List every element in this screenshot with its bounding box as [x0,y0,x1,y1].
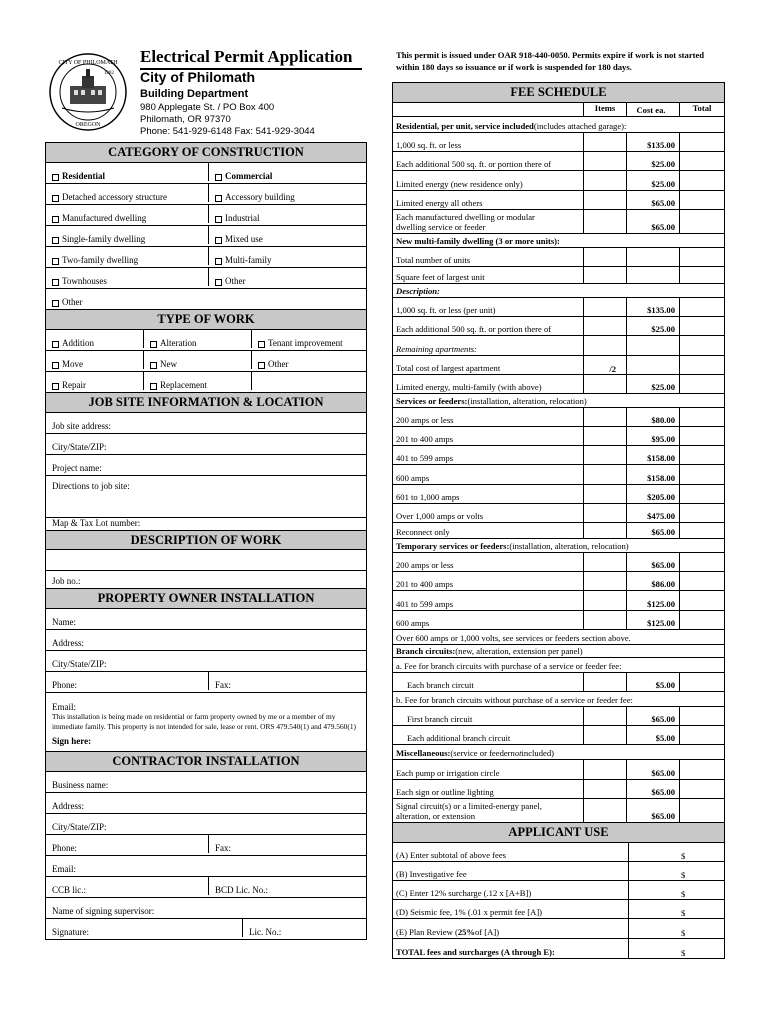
checkbox-icon [52,195,59,202]
cost-column-header: Cost ea. [626,103,679,116]
checkbox-icon [52,174,59,181]
checkbox-townhouses[interactable]: Townhouses [46,268,208,286]
checkbox-tenant-improvement[interactable]: Tenant improvement [251,330,366,348]
city-name: City of Philomath [140,69,256,85]
fee-row[interactable]: Limited energy (new residence only) $25.00 [393,171,724,190]
seal-top-text: CITY OF PHILOMATH [58,60,118,66]
fee-row[interactable]: Square feet of largest unit [393,267,724,284]
checkbox-icon [258,341,265,348]
checkbox-residential[interactable]: Residential [46,163,208,181]
contractor-city-field[interactable]: City/State/ZIP: [52,822,107,832]
fee-row[interactable]: Each manufactured dwelling or modular dwelling service or feeder $65.00 [393,210,724,234]
checkbox-icon [215,195,222,202]
fee-row[interactable]: Remaining apartments: [393,336,724,355]
checkbox-mixed-use[interactable]: Mixed use [208,226,366,244]
checkbox-icon [150,341,157,348]
checkbox-new[interactable]: New [143,351,251,369]
blank-cell [251,372,366,390]
branch-note-b: b. Fee for branch circuits without purchase of a service or feeder fee: [396,694,633,705]
fee-row[interactable]: Reconnect only $65.00 [393,523,724,539]
category-heading: CATEGORY OF CONSTRUCTION [46,143,366,163]
checkbox-icon [215,237,222,244]
owner-sign-field[interactable]: Sign here: [52,736,92,746]
left-column [45,142,367,940]
fee-row[interactable]: Limited energy all others $65.00 [393,191,724,210]
checkbox-icon [52,237,59,244]
total-column-header: Total [679,103,724,116]
temporary-heading: Temporary services or feeders: [396,541,510,551]
fee-row[interactable]: Limited energy, multi-family (with above) $25.00 [393,375,724,394]
applicant-row[interactable]: (C) Enter 12% surcharge (.12 x [A+B]) $ [393,881,724,900]
fee-schedule-table: FEE SCHEDULE Items Cost ea. Total Residential, per unit, service included (includes attached garage): 1,000 sq. ft. or less $135.00 Each additional 500 sq. ft. or portion there of $25.00 Limited energy (new residence only) $25.00 Limited energy all others $65.00 Each manufactured dwelling or modular dwelling service or feeder $65.00 New multi-family dwelling (3 or more units): Total number of units Square feet of largest unit Description: 1,000 sq. ft. or less (per unit) $135.00 Each additional 500 sq. ft. or portion there of $25.00 Remaining apartments: Total cost of largest apartment /2 Limited energy, multi-family (with above) $25.00 Services or feeders: (installation, alteration, relocation) 200 amps or less $80.00 201 to 400 amps $95.00 401 to 599 amps $158.00 600 amps $158.00 601 to 1,000 amps $205.00 Over 1,000 amps or volts $475.00 Reconnect only $65.00 Temporary services or feeders: (installation, alteration, relocation) 200 amps or less $65.00 201 to 400 amps $86.00 401 to 599 amps $125.00 600 amps $125.00 Over 600 amps or 1,000 volts, see services or feeders section above. Branch circuits: (new, alteration, extension per panel) a. Fee for branch circuits with purchase of a service or feeder fee: Each branch circuit $5.00 b. Fee for branch circuits without purchase of a service or feeder fee: First branch circuit $65.00 Each additional branch circuit $5.00 Miscellaneous: (service or feeder not included) Each pump or irrigation circle $65.00 Each sign or outline lighting $65.00 Signal circuit(s) or a limited-energy panel, alteration, or extension $65.00 APPLICANT USE (A) Enter subtotal of above fees $ (B) Investigative fee $ (C) Enter 12% surcharge (.12 x [A+B]) $ (D) Seismic fee, 1% (.01 x permit fee [A]) $ (E) Plan Review ( 25% of [A]) $ TOTAL fees and surcharges (A through E): $ [392,82,725,959]
checkbox-two-family[interactable]: Two-family dwelling [46,247,208,265]
owner-address-field[interactable]: Address: [52,638,84,648]
applicant-use-heading: APPLICANT USE [393,823,724,843]
checkbox-industrial[interactable]: Industrial [208,205,366,223]
checkbox-icon [52,216,59,223]
fee-row[interactable]: 201 to 400 amps $95.00 [393,427,724,446]
directions-field[interactable]: Directions to job site: [52,481,130,491]
checkbox-icon [52,258,59,265]
temporary-note: Over 600 amps or 1,000 volts, see services or feeders section above. [396,632,631,643]
owner-phone-field[interactable]: Phone: [52,680,78,690]
department-name: Building Department [140,88,249,100]
fee-row[interactable]: Signal circuit(s) or a limited-energy panel, alteration, or extension $65.00 [393,799,724,823]
fee-row[interactable]: 201 to 400 amps $86.00 [393,572,724,591]
checkbox-multi-family[interactable]: Multi-family [208,247,366,265]
checkbox-detached-accessory[interactable]: Detached accessory structure [46,184,208,202]
checkbox-commercial[interactable]: Commercial [208,163,366,181]
fee-row[interactable]: First branch circuit $65.00 [393,707,724,726]
checkbox-icon [215,216,222,223]
checkbox-icon [52,383,59,390]
owner-city-field[interactable]: City/State/ZIP: [52,659,107,669]
bcd-lic-field[interactable]: BCD Lic. No.: [208,877,366,895]
checkbox-other-work[interactable]: Other [251,351,366,369]
applicant-total-row[interactable]: TOTAL fees and surcharges (A through E): $ [393,939,724,958]
applicant-row[interactable]: (B) Investigative fee $ [393,862,724,881]
page-title: Electrical Permit Application [140,46,362,70]
checkbox-icon [150,383,157,390]
job-no-field[interactable]: Job no.: [52,576,81,586]
fee-row[interactable]: 600 amps $125.00 [393,611,724,630]
applicant-row[interactable]: (A) Enter subtotal of above fees $ [393,843,724,862]
misc-heading: Miscellaneous: [396,748,451,759]
checkbox-icon [52,300,59,307]
checkbox-icon [52,362,59,369]
signature-field[interactable]: Signature: [52,927,89,937]
checkbox-icon [52,341,59,348]
owner-statement: This installation is being made on residential or farm property owned by me or a member of my immediate family. This property is not intended for sale, lease or rent. ORS 479.540(1) and 479.560(1) [52,712,356,731]
map-tax-lot-field[interactable]: Map & Tax Lot number: [52,518,141,528]
fee-row[interactable]: 200 amps or less $65.00 [393,553,724,572]
ccb-lic-field[interactable]: CCB lic.: [52,885,87,895]
project-name-field[interactable]: Project name: [52,463,102,473]
fee-row[interactable]: Each additional 500 sq. ft. or portion there of $25.00 [393,317,724,336]
owner-name-field[interactable]: Name: [52,617,76,627]
fee-row[interactable]: Each sign or outline lighting $65.00 [393,780,724,799]
applicant-row[interactable]: (D) Seismic fee, 1% (.01 x permit fee [A]) $ [393,900,724,919]
owner-heading: PROPERTY OWNER INSTALLATION [46,589,366,609]
fee-row[interactable]: Each additional branch circuit $5.00 [393,726,724,745]
fee-row[interactable]: 401 to 599 amps $125.00 [393,591,724,610]
fee-row[interactable]: 1,000 sq. ft. or less $135.00 [393,133,724,152]
description-heading: DESCRIPTION OF WORK [46,530,366,550]
branch-heading: Branch circuits: [396,645,456,656]
supervisor-field[interactable]: Name of signing supervisor: [52,906,155,916]
services-heading: Services or feeders: [396,395,468,406]
checkbox-move[interactable]: Move [46,351,143,369]
seal-year: 1882 [104,71,114,76]
checkbox-icon [52,279,59,286]
checkbox-icon [258,362,265,369]
job-site-heading: JOB SITE INFORMATION & LOCATION [46,393,366,413]
fee-row[interactable]: Over 1,000 amps or volts $475.00 [393,504,724,523]
fee-row[interactable]: Each branch circuit $5.00 [393,673,724,692]
address-line-2: Philomath, OR 97370 [140,114,231,125]
fee-row[interactable]: 601 to 1,000 amps $205.00 [393,485,724,504]
fee-row[interactable]: 200 amps or less $80.00 [393,408,724,427]
items-column-header: Items [583,103,626,116]
phone-fax-line: Phone: 541-929-6148 Fax: 541-929-3044 [140,126,315,137]
fee-row[interactable]: Total number of units [393,248,724,267]
checkbox-accessory-building[interactable]: Accessory building [208,184,366,202]
address-line-1: 980 Applegate St. / PO Box 400 [140,102,275,113]
checkbox-manufactured-dwelling[interactable]: Manufactured dwelling [46,205,208,223]
fee-row[interactable]: 401 to 599 amps $158.00 [393,446,724,465]
business-name-field[interactable]: Business name: [52,780,109,790]
fee-row[interactable]: Each additional 500 sq. ft. or portion there of $25.00 [393,152,724,171]
checkbox-replacement[interactable]: Replacement [143,372,251,390]
seal-bottom-text: OREGON [75,122,101,128]
fee-row[interactable]: 600 amps $158.00 [393,465,724,484]
owner-email-field[interactable]: Email: [52,702,76,712]
owner-fax-field[interactable]: Fax: [208,672,366,690]
contractor-fax-field[interactable]: Fax: [208,835,366,853]
checkbox-addition[interactable]: Addition [46,330,143,348]
applicant-row[interactable]: (E) Plan Review ( 25% of [A]) $ [393,919,724,938]
contractor-heading: CONTRACTOR INSTALLATION [46,752,366,772]
contractor-email-field[interactable]: Email: [52,864,76,874]
city-seal [48,52,128,132]
checkbox-icon [215,279,222,286]
multifamily-heading: New multi-family dwelling (3 or more units): [396,235,560,246]
checkbox-other-commercial[interactable]: Other [208,268,366,286]
job-site-address-field[interactable]: Job site address: [52,421,111,431]
checkbox-icon [150,362,157,369]
checkbox-repair[interactable]: Repair [46,372,143,390]
lic-no-field[interactable]: Lic. No.: [242,919,366,937]
checkbox-icon [215,174,222,181]
fee-row[interactable]: 1,000 sq. ft. or less (per unit) $135.00 [393,298,724,317]
residential-heading: Residential, per unit, service included [396,121,534,131]
permit-notice: This permit is issued under OAR 918-440-0050. Permits expire if work is not started within 180 days so issuance or if work is suspended for 180 days. [396,50,705,72]
fee-row[interactable]: Each pump or irrigation circle $65.00 [393,760,724,779]
contractor-address-field[interactable]: Address: [52,801,84,811]
branch-note-a: a. Fee for branch circuits with purchase of a service or feeder fee: [396,660,622,671]
work-type-heading: TYPE OF WORK [46,310,366,330]
checkbox-other-residential[interactable]: Other [46,289,366,307]
job-site-city-field[interactable]: City/State/ZIP: [52,442,107,452]
checkbox-alteration[interactable]: Alteration [143,330,251,348]
description-input[interactable] [46,550,366,571]
fee-row[interactable]: Total cost of largest apartment /2 [393,356,724,375]
description-label: Description: [396,285,440,296]
checkbox-icon [215,258,222,265]
contractor-phone-field[interactable]: Phone: [52,843,78,853]
checkbox-single-family[interactable]: Single-family dwelling [46,226,208,244]
fee-schedule-heading: FEE SCHEDULE [393,83,724,103]
